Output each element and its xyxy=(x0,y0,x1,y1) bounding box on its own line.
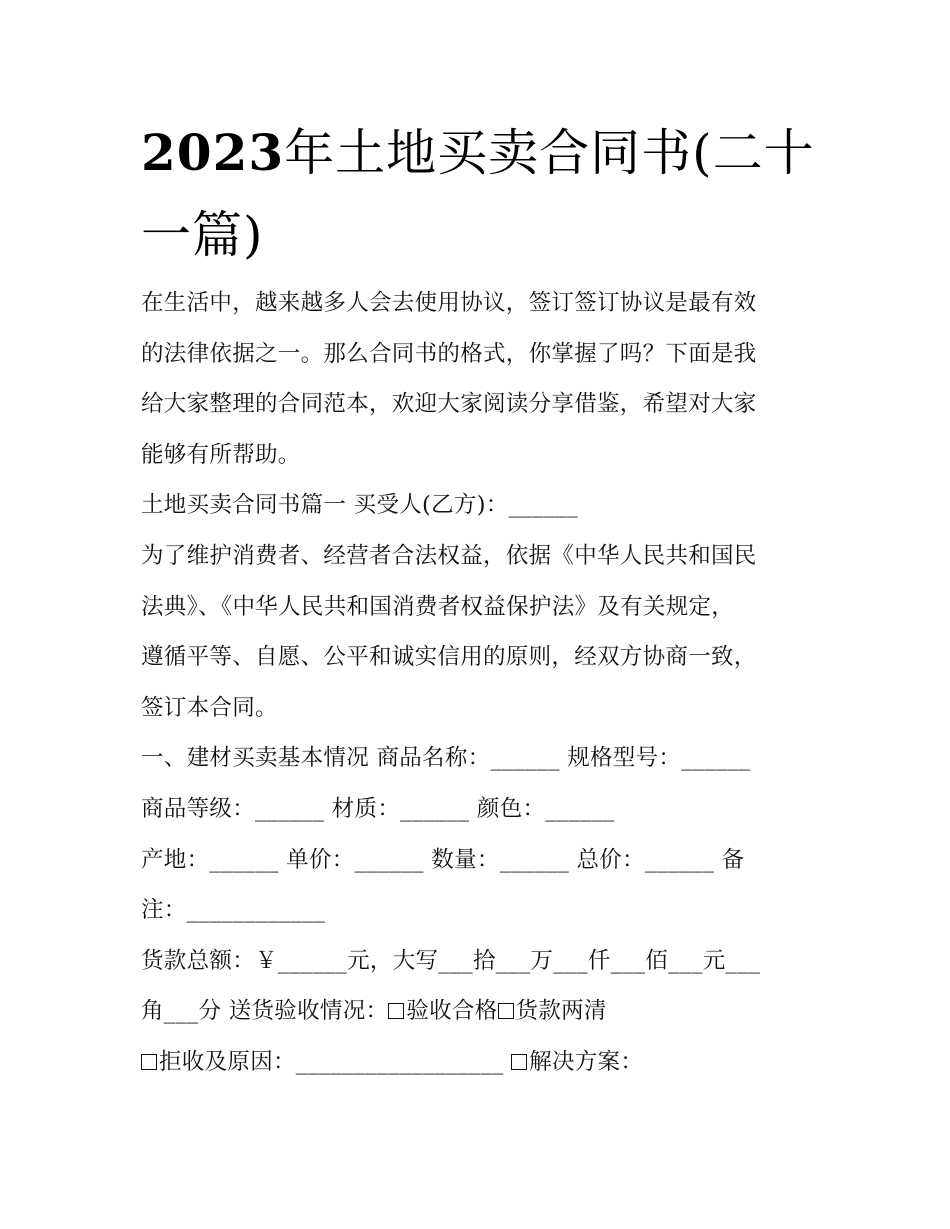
body-line: 在生活中，越来越多人会去使用协议，签订签订协议是最有效 xyxy=(141,290,757,316)
body-line: 能够有所帮助。 xyxy=(141,441,301,468)
document-title xyxy=(141,112,841,276)
body-line: 给大家整理的合同范本，欢迎大家阅读分享借鉴，希望对大家 xyxy=(141,391,757,418)
body-line: 商品等级：______ 材质：______ 颜色：______ xyxy=(141,795,615,822)
body-line: 一、建材买卖基本情况 商品名称：______ 规格型号：______ xyxy=(141,745,751,772)
body-line: 的法律依据之一。那么合同书的格式，你掌握了吗？下面是我 xyxy=(141,340,757,367)
title-year: 2023 xyxy=(141,123,285,182)
checkbox-solution[interactable] xyxy=(511,1054,527,1070)
checkbox-accepted-label: 验收合格 xyxy=(406,998,498,1025)
body-line: 为了维护消费者、经营者合法权益，依据《中华人民共和国民 xyxy=(141,542,757,569)
body-line: 法典》、《中华人民共和国消费者权益保护法》及有关规定， xyxy=(141,593,735,620)
document-body xyxy=(141,278,821,1088)
checkbox-rejected[interactable] xyxy=(141,1054,157,1070)
body-line: 土地买卖合同书篇一 买受人(乙方)：______ xyxy=(141,492,578,519)
checkbox-solution-label: 解决方案： xyxy=(529,1048,644,1075)
checkbox-accepted[interactable] xyxy=(388,1003,404,1019)
body-line-checkbox-row xyxy=(141,986,821,1037)
checkbox-paid-in-full[interactable] xyxy=(498,1003,514,1019)
body-line-checkbox-row xyxy=(141,1037,821,1088)
checkbox-rejected-label: 拒收及原因：__________________ xyxy=(159,1048,504,1075)
title-line1-rest: 年土地买卖合同书(二十 xyxy=(284,124,815,182)
body-line: 注：____________ xyxy=(141,897,326,924)
body-line: 货款总额：￥______元，大写___拾___万___仟___佰___元___ xyxy=(141,947,761,974)
delivery-label: 角___分 送货验收情况： xyxy=(141,998,389,1025)
checkbox-paid-in-full-label: 货款两清 xyxy=(515,998,607,1025)
body-line: 签订本合同。 xyxy=(141,694,278,721)
body-line: 产地：______ 单价：______ 数量：______ 总价：______ 备 xyxy=(141,846,745,873)
body-line: 遵循平等、自愿、公平和诚实信用的原则，经双方协商一致， xyxy=(141,644,757,671)
title-line2: 一篇) xyxy=(141,206,264,264)
